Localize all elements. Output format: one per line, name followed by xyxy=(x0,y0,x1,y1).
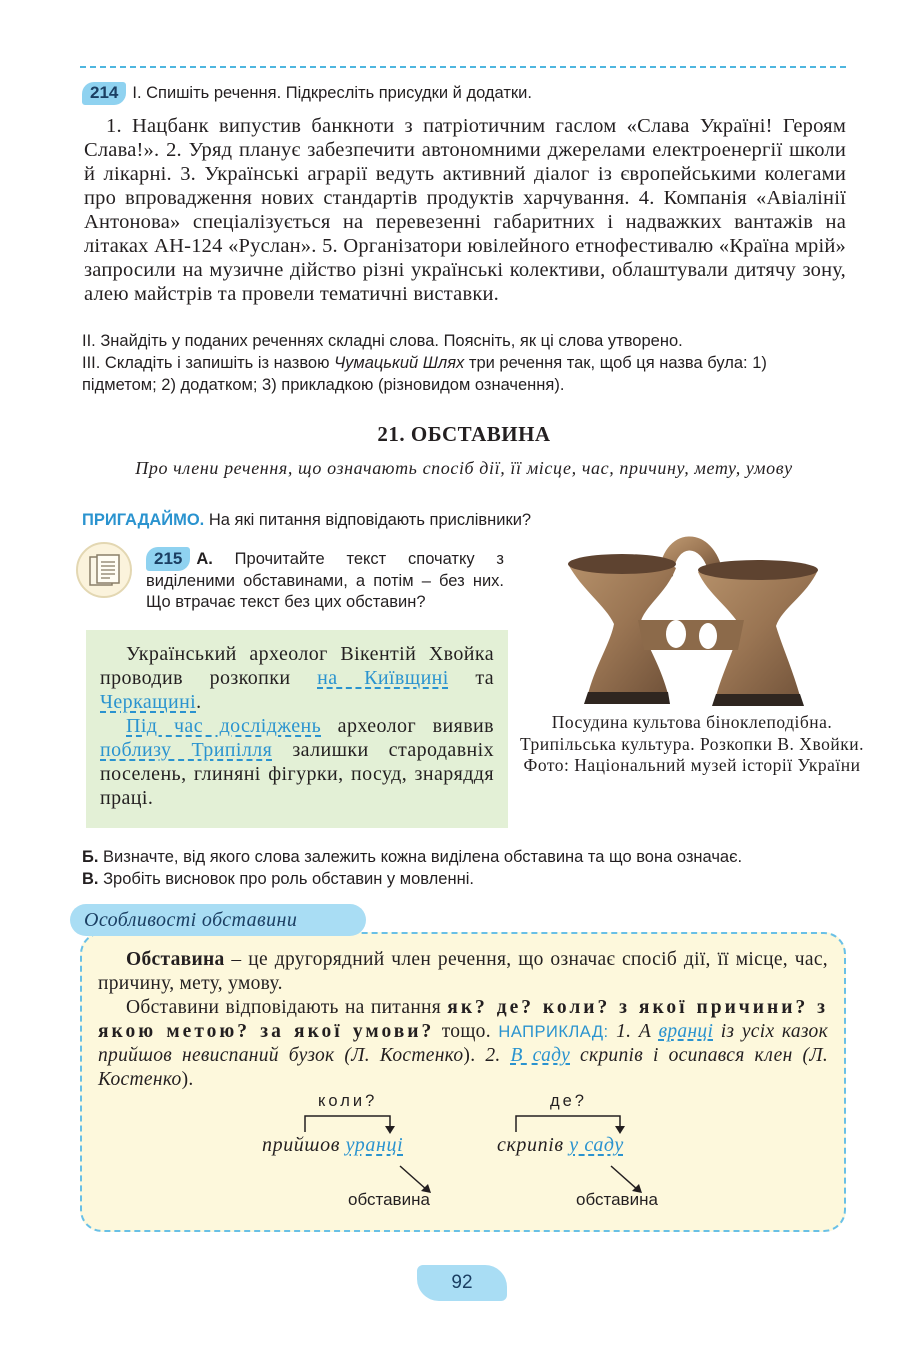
diagram-phrase-1: прийшов уранці xyxy=(262,1134,404,1156)
example-keyword: НАПРИКЛАД: xyxy=(498,1023,609,1041)
example-author: Л. Костенко xyxy=(98,1045,829,1090)
ex214-task2: ІІ. Знайдіть у поданих реченнях складні слова. Поясніть, як ці слова утворено. xyxy=(82,332,683,350)
ex214-text: 1. Нацбанк випустив банкноти з патріотичним гаслом «Слава Україні! Героям Слава!». 2. Уряд планує забезпечити автономними джерелами електроенергії школи й лікарні. 3. Українські аграрії ведуть активний діалог із європейськими колегами про впровадження нових стандартів продуктів харчування. 4. Компанія «Авіалінії Антонова» спеціалізується на перевезенні габаритних і надважких вантажів на літаках АН-124 «Руслан». 5. Організатори ювілейного етнофестивалю «Країна мрій» запросили на музичне дійство різні українські колективи, облаштували дитячу зону, алею майстрів та провели тематичні виставки. xyxy=(84,115,846,305)
rule-questions: Обставини відповідають на питання як? де? коли? з якої причини? з якою метою? за якої умови? тощо. НАПРИКЛАД: 1. А вранці із усіх казок прийшов невиспаний бузок (Л. Костенко). 2. В саду скрипів і осипався клен (Л. Костенко). xyxy=(98,997,829,1090)
ex214-task3: ІІІ. Складіть і запишіть із назвою Чумацький Шлях три речення так, щоб ця назва була: 1) підметом; 2) додатком; 3) прикладкою (різновидом означення). xyxy=(82,354,767,394)
artifact-caption: Посудина культова біноклеподібна. Трипільська культура. Розкопки В. Хвойки. Фото: Національний музей історії України xyxy=(520,712,864,775)
ex214-task3-name: Чумацький Шлях xyxy=(334,354,465,372)
ex215-task-v: В. Зробіть висновок про роль обставин у мовленні. xyxy=(82,870,474,888)
recall-keyword: ПРИГАДАЙМО. xyxy=(82,511,205,529)
highlight-adverbial: Під час досліджень xyxy=(126,715,322,737)
diagram-question-1: коли? xyxy=(318,1092,378,1110)
highlight-adverbial: уранці xyxy=(345,1134,404,1156)
diagram-phrase-2: скрипів у саду xyxy=(497,1134,624,1156)
highlight-adverbial: у саду xyxy=(569,1134,624,1156)
rule-term: Обставина xyxy=(126,949,225,970)
highlight-adverbial: на Київщині xyxy=(317,667,449,689)
diagram-label-2: обставина xyxy=(576,1190,658,1209)
ex215-task-text: Прочитайте текст спочатку з виділеними обставинами, а потім – без них. Що втрачає текст без цих обставин? xyxy=(146,550,504,611)
highlight-adverbial: Черкащині xyxy=(100,691,197,713)
page-number: 92 xyxy=(417,1265,507,1301)
section-title: 21. ОБСТАВИНА xyxy=(377,422,551,446)
example-author: Л. Костенко xyxy=(351,1045,464,1066)
ex214-number-badge: 214 xyxy=(82,82,126,105)
ex215-letter: А. xyxy=(196,550,213,568)
highlight-adverbial: вранці xyxy=(658,1021,714,1042)
diagram-question-2: де? xyxy=(550,1092,587,1110)
rule-definition: Обставина – це другорядний член речення, що означає спосіб дії, її місце, час, причину, мету, умову. xyxy=(98,949,828,994)
section-subtitle: Про члени речення, що означають спосіб дії, її місце, час, причину, мету, умову xyxy=(135,458,793,478)
rule-tab-title: Особливості обставини xyxy=(84,909,298,931)
ex215-number-badge: 215 xyxy=(146,547,190,571)
highlight-adverbial: В саду xyxy=(510,1045,571,1066)
ex215-task-b: Б. Визначте, від якого слова залежить кожна виділена обставина та що вона означає. xyxy=(82,848,743,866)
highlight-adverbial: поблизу Трипілля xyxy=(100,739,273,761)
diagram-label-1: обставина xyxy=(348,1190,430,1209)
rule-question-list: як? де? коли? з якої причини? з якою метою? за якої умови? xyxy=(98,997,828,1042)
recall-text: На які питання відповідають прислівники? xyxy=(204,511,532,529)
ex215-paragraph-1: Український археолог Вікентій Хвойка проводив розкопки на Київщині та Черкащині. xyxy=(100,643,495,713)
ex215-paragraph-2: Під час досліджень археолог виявив поблизу Трипілля залишки стародавніх поселень, глиняні фігурки, посуд, знаряддя праці. xyxy=(100,715,495,809)
ex214-task1-text: І. Спишіть речення. Підкресліть присудки й додатки. xyxy=(132,84,532,102)
